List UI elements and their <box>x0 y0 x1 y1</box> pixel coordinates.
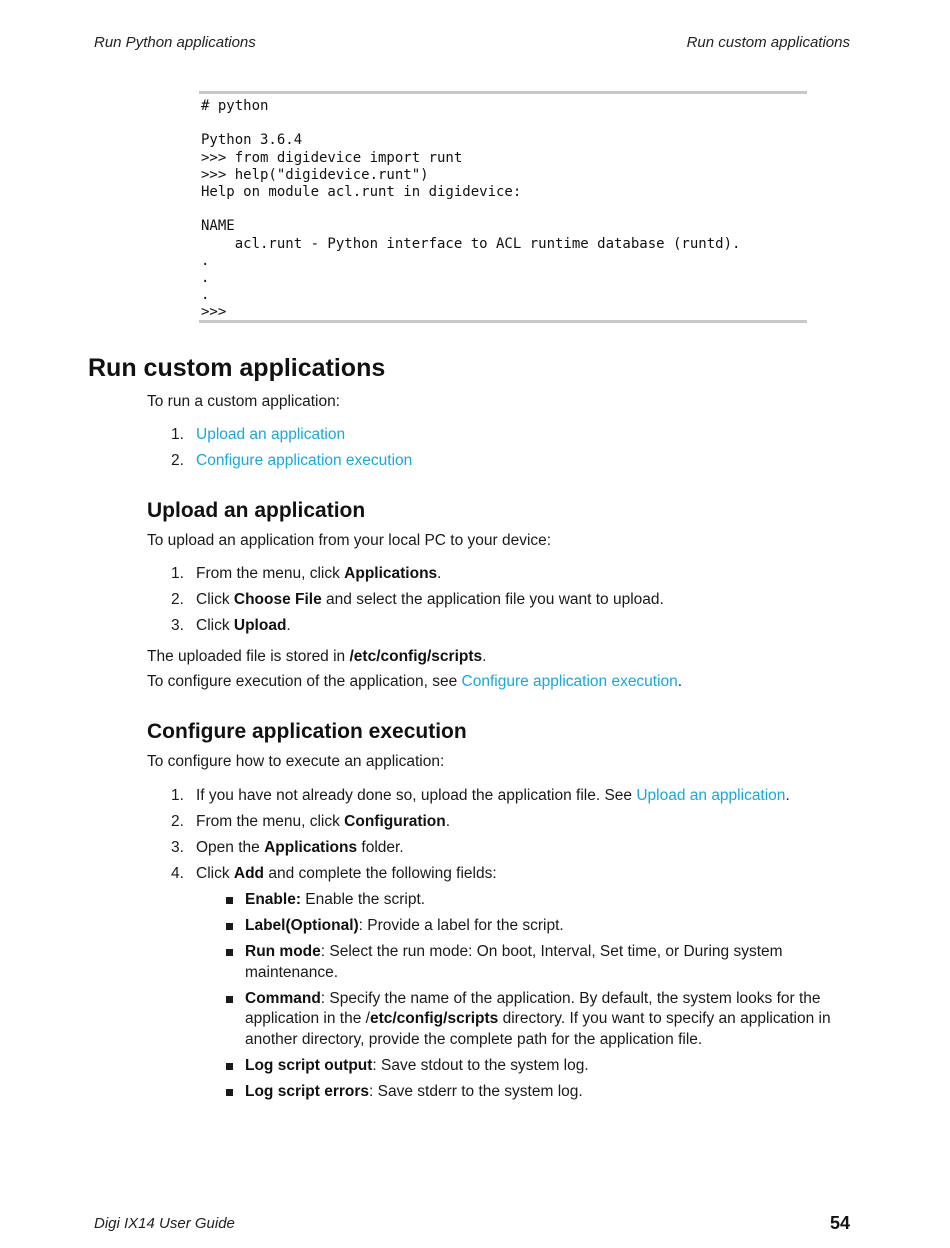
section-title-upload: Upload an application <box>147 499 366 522</box>
bullet-square-icon <box>226 1063 233 1070</box>
bullet-square-icon <box>226 897 233 904</box>
upload-application-link[interactable]: Upload an application <box>196 426 346 443</box>
configure-execution-link[interactable]: Configure application execution <box>196 452 413 469</box>
section2-intro: To upload an application from your local PC to your device: <box>147 532 552 549</box>
list-item: 4. Click Add and complete the following fields: Enable: Enable the script. Label(Optional): Provide a label for the script. Run mode: Select the run mode: On boot, Interval, Set time, or During system maintenance. Command: Specify the name of the application. By default, the system looks for the application in the /etc/config/scripts directory. If you want to specify an application in another directory, provide the complete path for the application file. Log script output: Save stdout to the system log. Log script errors: Save stderr to the system log. <box>147 864 847 1102</box>
bullet-square-icon <box>226 923 233 930</box>
footer-guide-title: Digi IX14 User Guide <box>94 1215 235 1232</box>
configure-execution-link[interactable]: Configure application execution <box>461 673 678 690</box>
field-item-enable: Enable: Enable the script. <box>196 890 847 911</box>
list-item: 1. Upload an application <box>171 426 346 443</box>
field-list <box>196 890 847 1102</box>
code-text: # python Python 3.6.4 >>> from digidevice import runt >>> help("digidevice.runt") Help on module acl.runt in digidevice: NAME acl.runt - Python interface to ACL runtime database (runtd). . . . >>> <box>201 98 741 321</box>
section-title-run-custom-applications: Run custom applications <box>88 354 386 382</box>
list-item: 1. If you have not already done so, upload the application file. See Upload an application. <box>171 787 790 804</box>
upload-application-link[interactable]: Upload an application <box>636 787 786 804</box>
field-item-run-mode: Run mode: Select the run mode: On boot, Interval, Set time, or During system maintenance. <box>196 942 847 983</box>
field-item-log-errors: Log script errors: Save stderr to the system log. <box>196 1082 847 1103</box>
section-title-configure: Configure application execution <box>147 720 467 743</box>
list-item: 2. From the menu, click Configuration. <box>171 813 451 830</box>
stored-location-text: The uploaded file is stored in /etc/config/scripts. <box>147 648 487 665</box>
running-header-right: Run custom applications <box>686 34 850 51</box>
list-item: 1. From the menu, click Applications. <box>171 565 442 582</box>
list-item: 3. Open the Applications folder. <box>171 839 404 856</box>
list-item: 2. Click Choose File and select the application file you want to upload. <box>171 591 664 608</box>
field-item-label: Label(Optional): Provide a label for the script. <box>196 916 847 937</box>
section1-steps <box>147 425 847 477</box>
see-configure-text: To configure execution of the application, see Configure application execution. <box>147 673 683 690</box>
field-item-log-output: Log script output: Save stdout to the system log. <box>196 1056 847 1077</box>
section3-steps <box>147 786 847 1108</box>
section2-steps <box>147 564 847 642</box>
code-block <box>199 91 807 323</box>
field-item-command: Command: Specify the name of the application. By default, the system looks for the application in the /etc/config/scripts directory. If you want to specify an application in another directory, provide the complete path for the application file. <box>196 989 847 1051</box>
section1-intro: To run a custom application: <box>147 393 340 410</box>
bullet-square-icon <box>226 949 233 956</box>
page-number: 54 <box>829 1213 850 1233</box>
list-item: 3. Click Upload. <box>171 617 291 634</box>
bullet-square-icon <box>226 996 233 1003</box>
running-header-left: Run Python applications <box>94 34 256 51</box>
section3-intro: To configure how to execute an application: <box>147 753 445 770</box>
bullet-square-icon <box>226 1089 233 1096</box>
list-item: 2. Configure application execution <box>171 452 413 469</box>
